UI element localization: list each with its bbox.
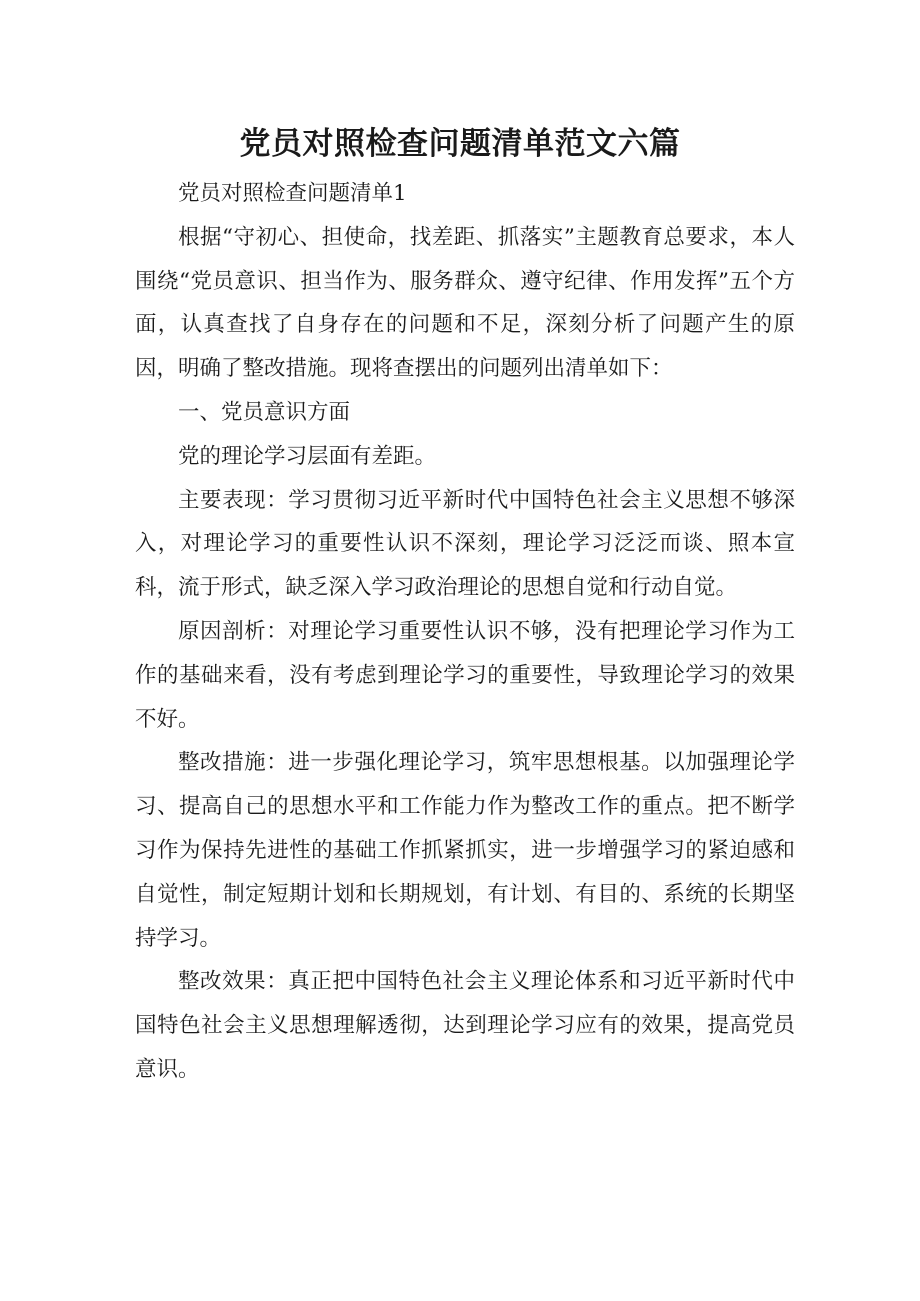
problem-statement: 党的理论学习层面有差距。	[178, 443, 437, 469]
rectification-measures-paragraph: 整改措施：进一步强化理论学习，筑牢思想根基。以加强理论学习、提高自己的思想水平和工作能力作为整改工作的重点。把不断学习作为保持先进性的基础工作抓紧抓实，进一步增强学习的紧迫感和自觉性，制定短期计划和长期规划，有计划、有目的、系统的长期坚持学习。	[135, 750, 795, 951]
subsection-heading: 一、党员意识方面	[178, 399, 351, 425]
cause-analysis-paragraph: 原因剖析：对理论学习重要性认识不够，没有把理论学习作为工作的基础来看，没有考虑到理论学习的重要性，导致理论学习的效果不好。	[135, 618, 795, 732]
section-heading: 党员对照检查问题清单1	[178, 181, 407, 206]
intro-paragraph: 根据“守初心、担使命，找差距、抓落实”主题教育总要求，本人围绕“党员意识、担当作为、服务群众、遵守纪律、作用发挥”五个方面，认真查找了自身存在的问题和不足，深刻分析了问题产生的原因，明确了整改措施。现将查摆出的问题列出清单如下：	[135, 224, 795, 382]
document-title: 党员对照检查问题清单范文六篇	[239, 126, 681, 162]
document-body	[135, 172, 795, 1092]
rectification-effect-paragraph: 整改效果：真正把中国特色社会主义理论体系和习近平新时代中国特色社会主义思想理解透彻，达到理论学习应有的效果，提高党员意识。	[135, 969, 795, 1082]
main-manifestation-paragraph: 主要表现：学习贯彻习近平新时代中国特色社会主义思想不够深入，对理论学习的重要性认识不深刻，理论学习泛泛而谈、照本宣科，流于形式，缺乏深入学习政治理论的思想自觉和行动自觉。	[135, 487, 795, 601]
